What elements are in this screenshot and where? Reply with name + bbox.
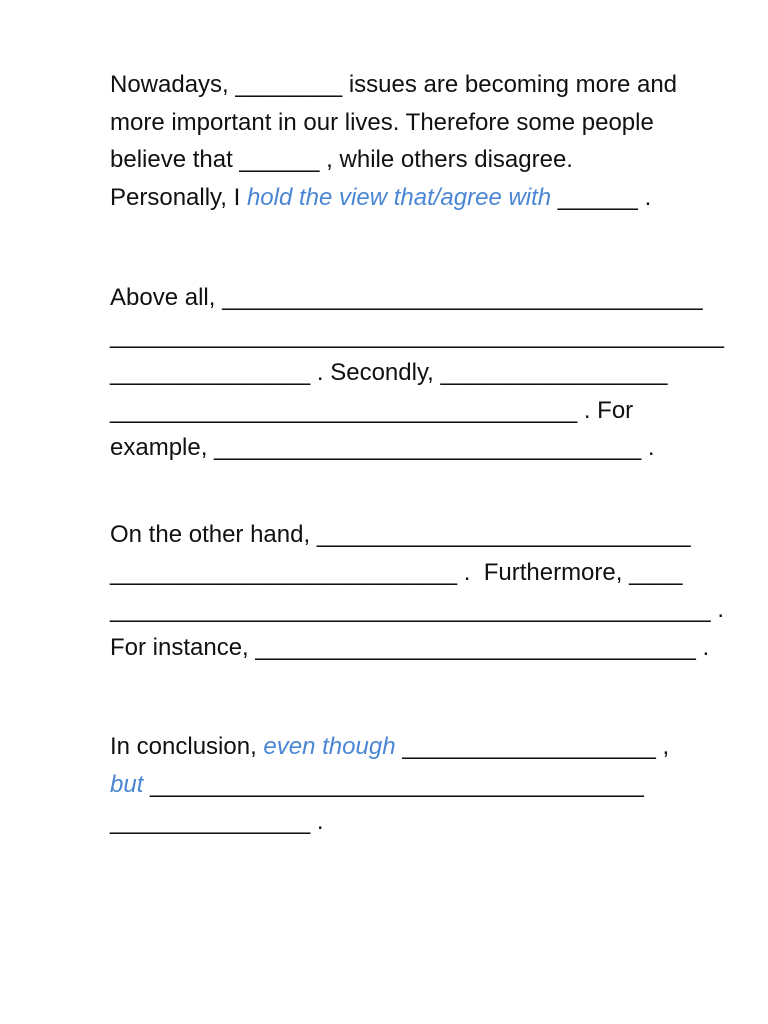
text-run: Above all, ____________________________________ xyxy=(110,284,703,311)
highlighted-phrase: even though xyxy=(263,733,396,760)
text-line xyxy=(110,591,730,629)
text-line xyxy=(110,179,730,217)
text-line xyxy=(110,66,730,104)
text-line xyxy=(110,803,730,841)
text-run: example, ________________________________ . xyxy=(110,434,655,461)
text-line xyxy=(110,104,730,142)
text-run: ______________________________________________ xyxy=(110,321,724,349)
text-run: ___________________ , xyxy=(395,733,670,760)
text-line xyxy=(110,554,730,592)
text-run: Nowadays, ________ issues are becoming more and xyxy=(110,71,678,98)
body-paragraph-support xyxy=(110,279,730,467)
text-line xyxy=(110,392,730,430)
text-run: In conclusion, xyxy=(110,733,264,760)
text-run: __________________________ . Furthermore, ____ xyxy=(110,558,683,586)
text-run: ___________________________________ . For xyxy=(110,396,634,424)
text-line xyxy=(110,354,730,392)
text-run: On the other hand, ____________________________ xyxy=(110,521,691,548)
highlighted-phrase: hold the view that/agree with xyxy=(246,183,552,211)
text-run: _______________ . xyxy=(110,808,324,835)
text-line xyxy=(110,279,730,317)
text-run: ______ . xyxy=(551,183,652,211)
text-run: more important in our lives. Therefore some people xyxy=(110,108,654,136)
text-line xyxy=(110,728,730,766)
text-run: _____________________________________ xyxy=(143,770,644,798)
text-run: For instance, _________________________________ . xyxy=(110,633,710,661)
text-line xyxy=(110,516,730,554)
body-paragraph-counter xyxy=(110,516,730,666)
text-line xyxy=(110,629,730,667)
text-run: _______________ . Secondly, _________________ xyxy=(110,359,668,386)
text-line xyxy=(110,429,730,467)
intro-paragraph xyxy=(110,66,730,216)
text-run: Personally, I xyxy=(110,183,247,211)
conclusion-paragraph xyxy=(110,728,730,841)
text-run: _____________________________________________ . xyxy=(110,596,724,623)
text-run: believe that ______ , while others disagree. xyxy=(110,146,573,173)
text-line xyxy=(110,317,730,355)
text-line xyxy=(110,141,730,179)
highlighted-phrase: but xyxy=(110,770,144,798)
text-line xyxy=(110,766,730,804)
